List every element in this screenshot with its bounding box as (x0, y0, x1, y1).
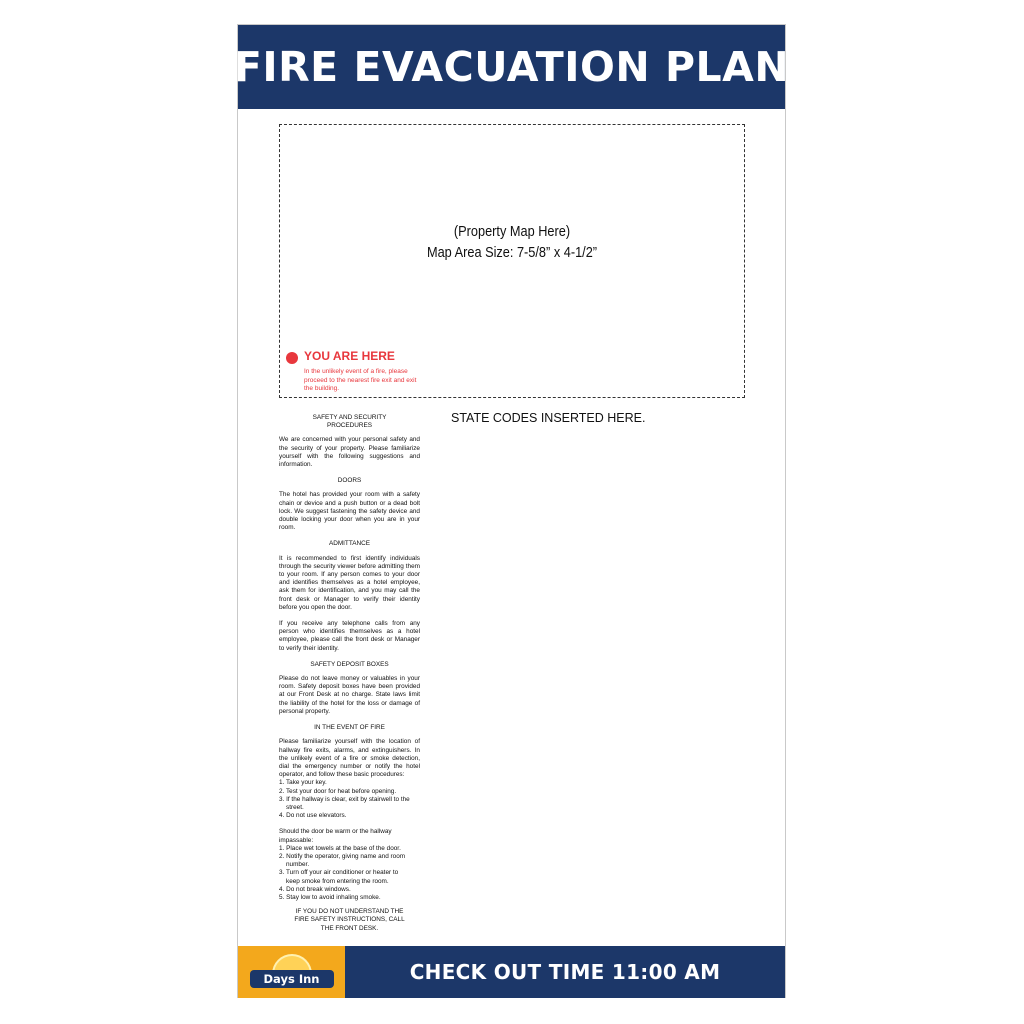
deposit-heading: SAFETY DEPOSIT BOXES (310, 660, 389, 668)
warm-step: 5. Stay low to avoid inhaling smoke. (279, 893, 381, 901)
you-are-here-note: In the unlikely event of a fire, please proceed to the nearest fire exit and exit the building. (304, 368, 417, 392)
warm-step: 3. Turn off your air conditioner or heater to (279, 869, 399, 877)
admittance-text: It is recommended to first identify individuals through the security viewer before admitting them to your room. If any person comes to your door and identifies themselves as a hotel employee, ask them for identification, and you may call the front desk or Manager to verify their identity before you open the door. (279, 554, 420, 611)
fire-step: 4. Do not use elevators. (279, 812, 347, 820)
warm-step: 2. Notify the operator, giving name and room (279, 852, 406, 860)
doors-text: The hotel has provided your room with a safety chain or device and a push button or a dead bolt lock. We suggest fastening the safety device and double locking your door when you are in your room. (279, 491, 420, 532)
location-dot-icon (286, 352, 298, 364)
warm-door-text: Should the door be warm or the hallway impassable: (279, 828, 392, 844)
sun-logo-icon (250, 954, 334, 990)
map-placeholder-line1: (Property Map Here) (453, 223, 571, 240)
days-inn-logo (238, 946, 345, 998)
fire-step: 1. Take your key. (279, 779, 327, 787)
page-title: FIRE EVACUATION PLAN (233, 43, 790, 91)
footer-banner (238, 946, 785, 998)
map-size-line: Map Area Size: 7-5/8” x 4-1/2” (426, 244, 598, 261)
fire-text: Please familiarize yourself with the location of hallway fire exits, alarms, and extinguishers. In the unlikely event of a fire or smoke detection, dial the emergency number or notify the hotel operator, and follow these basic procedures: (279, 738, 420, 779)
closing-instruction: IF YOU DO NOT UNDERSTAND THE FIRE SAFETY INSTRUCTIONS, CALL THE FRONT DESK. (294, 908, 405, 932)
fire-step: street. (286, 803, 304, 811)
deposit-text: Please do not leave money or valuables in your room. Safety deposit boxes have been provided at our Front Desk at no charge. State laws limit the liability of the hotel for the loss or damage of personal property. (279, 675, 420, 715)
warm-step: 4. Do not break windows. (279, 885, 351, 893)
evacuation-sign (233, 24, 790, 998)
warm-step: 1. Place wet towels at the base of the door. (279, 844, 401, 852)
you-are-here-label: YOU ARE HERE (304, 349, 395, 363)
logo-wordmark: Days Inn (250, 970, 334, 988)
procedures-title: SAFETY AND SECURITY PROCEDURES (312, 414, 387, 430)
checkout-time: CHECK OUT TIME 11:00 AM (409, 960, 721, 984)
procedures-column (279, 414, 420, 933)
admittance-heading: ADMITTANCE (328, 540, 371, 548)
doors-heading: DOORS (337, 477, 362, 485)
procedures-intro: We are concerned with your personal safety and the security of your property. Please familiarize yourself with the following suggestions and information. (279, 436, 420, 469)
property-map-area (279, 124, 745, 398)
warm-step: keep smoke from entering the room. (286, 877, 389, 885)
fire-heading: IN THE EVENT OF FIRE (314, 724, 385, 732)
fire-step: 3. If the hallway is clear, exit by stairwell to the (279, 795, 410, 803)
warm-step: number. (286, 861, 310, 869)
state-codes-placeholder: STATE CODES INSERTED HERE. (451, 411, 646, 425)
admittance-phone-text: If you receive any telephone calls from any person who identifies themselves as a hotel employee, please call the front desk or Manager to verify their identity. (279, 620, 420, 652)
map-placeholder-text (280, 221, 744, 263)
header-banner (233, 25, 790, 109)
fire-step: 2. Test your door for heat before opening. (279, 787, 397, 795)
